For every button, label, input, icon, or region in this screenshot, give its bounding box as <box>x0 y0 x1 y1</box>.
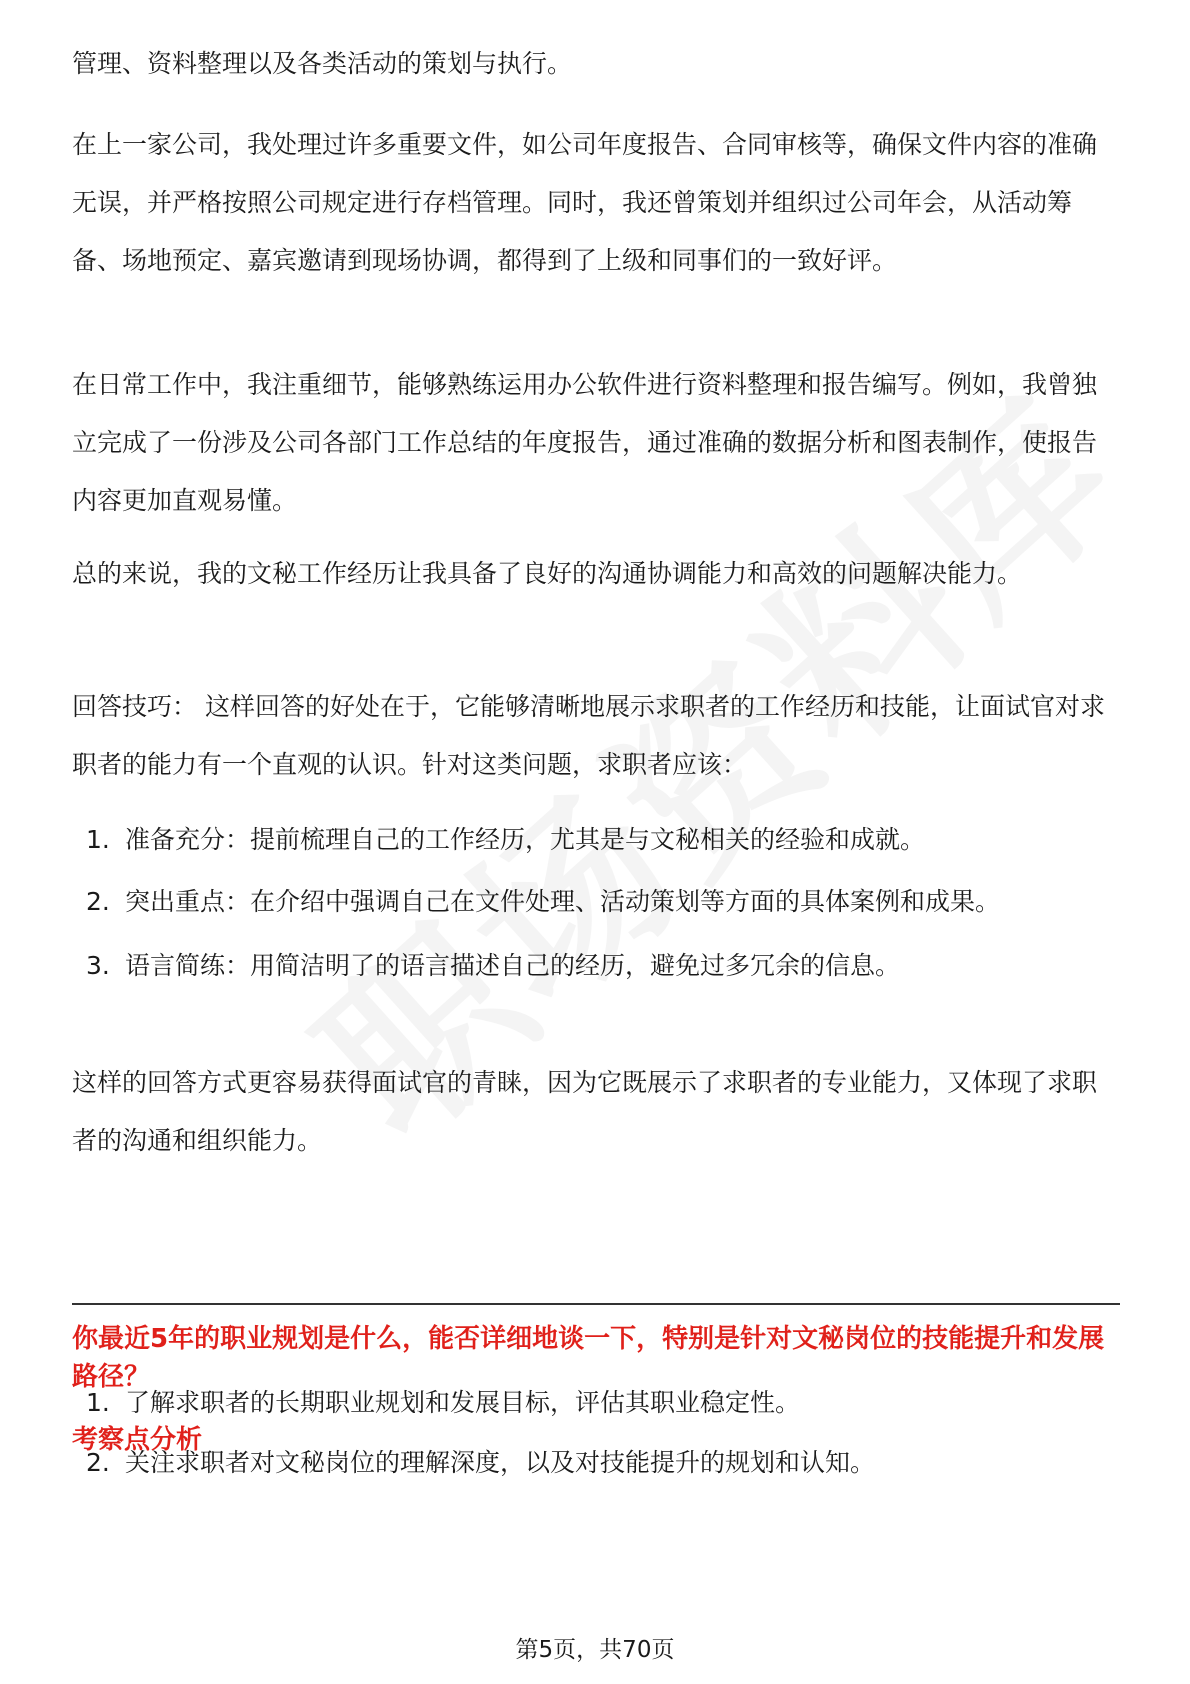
paragraph-answer-tips: 回答技巧： 这样回答的好处在于，它能够清晰地展示求职者的工作经历和技能，让面试官对求职者的能力有一个直观的认识。针对这类问题，求职者应该： <box>72 692 1105 779</box>
section-divider <box>72 1303 1120 1305</box>
tips-list <box>72 811 1120 995</box>
paragraph-experience: 在上一家公司，我处理过许多重要文件，如公司年度报告、合同审核等，确保文件内容的准确无误，并严格按照公司规定进行存档管理。同时，我还曾策划并组织过公司年会，从活动筹备、场地预定、嘉宾邀请到现场协调，都得到了上级和同事们的一致好评。 <box>72 130 1098 275</box>
paragraph-daily-work: 在日常工作中，我注重细节，能够熟练运用办公软件进行资料整理和报告编写。例如，我曾独立完成了一份涉及公司各部门工作总结的年度报告，通过准确的数据分析和图表制作，使报告内容更加直观易懂。 <box>72 370 1098 515</box>
analysis-list <box>72 1374 1120 1492</box>
list-item: 1. 了解求职者的长期职业规划和发展目标，评估其职业稳定性。 <box>86 1388 801 1417</box>
paragraph-conclusion: 这样的回答方式更容易获得面试官的青睐，因为它既展示了求职者的专业能力，又体现了求职者的沟通和组织能力。 <box>72 1068 1098 1155</box>
paragraph-intro-tail: 管理、资料整理以及各类活动的策划与执行。 <box>72 49 573 78</box>
list-item: 2. 突出重点：在介绍中强调自己在文件处理、活动策划等方面的具体案例和成果。 <box>86 887 1001 916</box>
list-item: 3. 语言简练：用简洁明了的语言描述自己的经历，避免过多冗余的信息。 <box>86 951 901 980</box>
analysis-heading: 考察点分析 <box>72 1425 203 1455</box>
list-item: 1. 准备充分：提前梳理自己的工作经历，尤其是与文秘相关的经验和成就。 <box>86 825 926 854</box>
paragraph-summary: 总的来说，我的文秘工作经历让我具备了良好的沟通协调能力和高效的问题解决能力。 <box>72 559 1023 588</box>
page-number: 第5页，共70页 <box>515 1637 675 1663</box>
question-heading: 你最近5年的职业规划是什么，能否详细地谈一下，特别是针对文秘岗位的技能提升和发展路径？ <box>72 1324 1105 1392</box>
list-item: 2. 关注求职者对文秘岗位的理解深度，以及对技能提升的规划和认知。 <box>86 1448 876 1477</box>
